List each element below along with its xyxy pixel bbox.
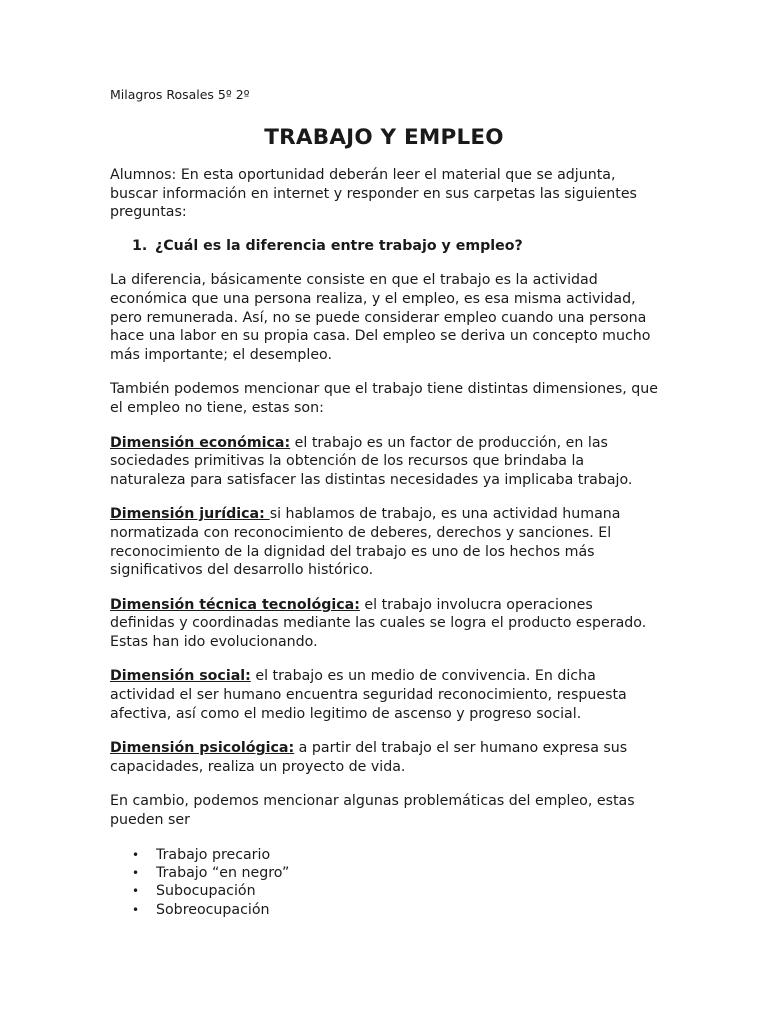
list-item-text: Sobreocupación xyxy=(156,901,270,918)
question-text: ¿Cuál es la diferencia entre trabajo y empleo? xyxy=(155,237,523,254)
list-item-text: Subocupación xyxy=(156,883,256,900)
question-list xyxy=(110,237,658,256)
intro-paragraph: Alumnos: En esta oportunidad deberán leer el material que se adjunta, buscar información en internet y responder en sus carpetas las siguientes preguntas: xyxy=(110,167,637,221)
dimension-text: a partir del trabajo el ser humano expresa sus capacidades, realiza un proyecto de vida. xyxy=(110,740,628,775)
dimension-heading: Dimensión social: xyxy=(110,668,251,685)
dimension-juridica xyxy=(110,505,658,579)
list-item-text: Trabajo “en negro” xyxy=(156,864,290,881)
list-item xyxy=(132,882,658,900)
list-item-text: Trabajo precario xyxy=(156,846,271,863)
dimensions-intro-paragraph: También podemos mencionar que el trabajo tiene distintas dimensiones, que el empleo no tiene, estas son: xyxy=(110,381,658,416)
bullet-icon: • xyxy=(132,884,140,899)
question-item xyxy=(132,237,658,256)
dimension-text: el trabajo es un medio de convivencia. En dicha actividad el ser humano encuentra seguridad reconocimiento, respuesta afectiva, así como el medio legitimo de ascenso y progreso social. xyxy=(110,668,627,722)
bullet-icon: • xyxy=(132,865,140,880)
dimension-psicologica xyxy=(110,739,658,776)
problems-intro-paragraph: En cambio, podemos mencionar algunas problemáticas del empleo, estas pueden ser xyxy=(110,793,635,829)
author-line: Milagros Rosales 5º 2º xyxy=(110,87,250,102)
question-number: 1. xyxy=(132,237,148,254)
dimension-heading: Dimensión técnica tecnológica: xyxy=(110,596,360,613)
dimension-text: el trabajo involucra operaciones definidas y coordinadas mediante las cuales se logra el producto esperado. Estas han ido evolucionando. xyxy=(110,596,647,650)
dimension-heading: Dimensión económica: xyxy=(110,434,291,451)
dimension-text: el trabajo es un factor de producción, en las sociedades primitivas la obtención de los recursos que brindaba la naturaleza para satisfacer las distintas necesidades ya implicaba trabajo. xyxy=(110,434,633,488)
list-item xyxy=(132,864,658,882)
dimension-heading: Dimensión psicológica: xyxy=(110,740,295,757)
problems-list xyxy=(110,846,658,919)
document-title: TRABAJO Y EMPLEO xyxy=(264,125,504,150)
dimension-tecnica-tecnologica xyxy=(110,596,658,652)
dimension-social xyxy=(110,667,658,723)
dimension-heading: Dimensión jurídica: xyxy=(110,506,270,523)
dimension-economica xyxy=(110,434,658,490)
bullet-icon: • xyxy=(132,847,140,862)
bullet-icon: • xyxy=(132,902,140,917)
difference-paragraph: La diferencia, básicamente consiste en que el trabajo es la actividad económica que una persona realiza, y el empleo, es esa misma actividad, pero remunerada. Así, no se puede considerar empleo cuando una persona hace una labor en su propia casa. Del empleo se deriva un concepto mucho más importante; el desempleo. xyxy=(110,272,651,363)
list-item xyxy=(132,846,658,864)
list-item xyxy=(132,901,658,919)
dimension-text: si hablamos de trabajo, es una actividad humana normatizada con reconocimiento de deberes, derechos y sanciones. El reconocimiento de la dignidad del trabajo es uno de los hechos más significativos del desarrollo histórico. xyxy=(110,506,621,579)
